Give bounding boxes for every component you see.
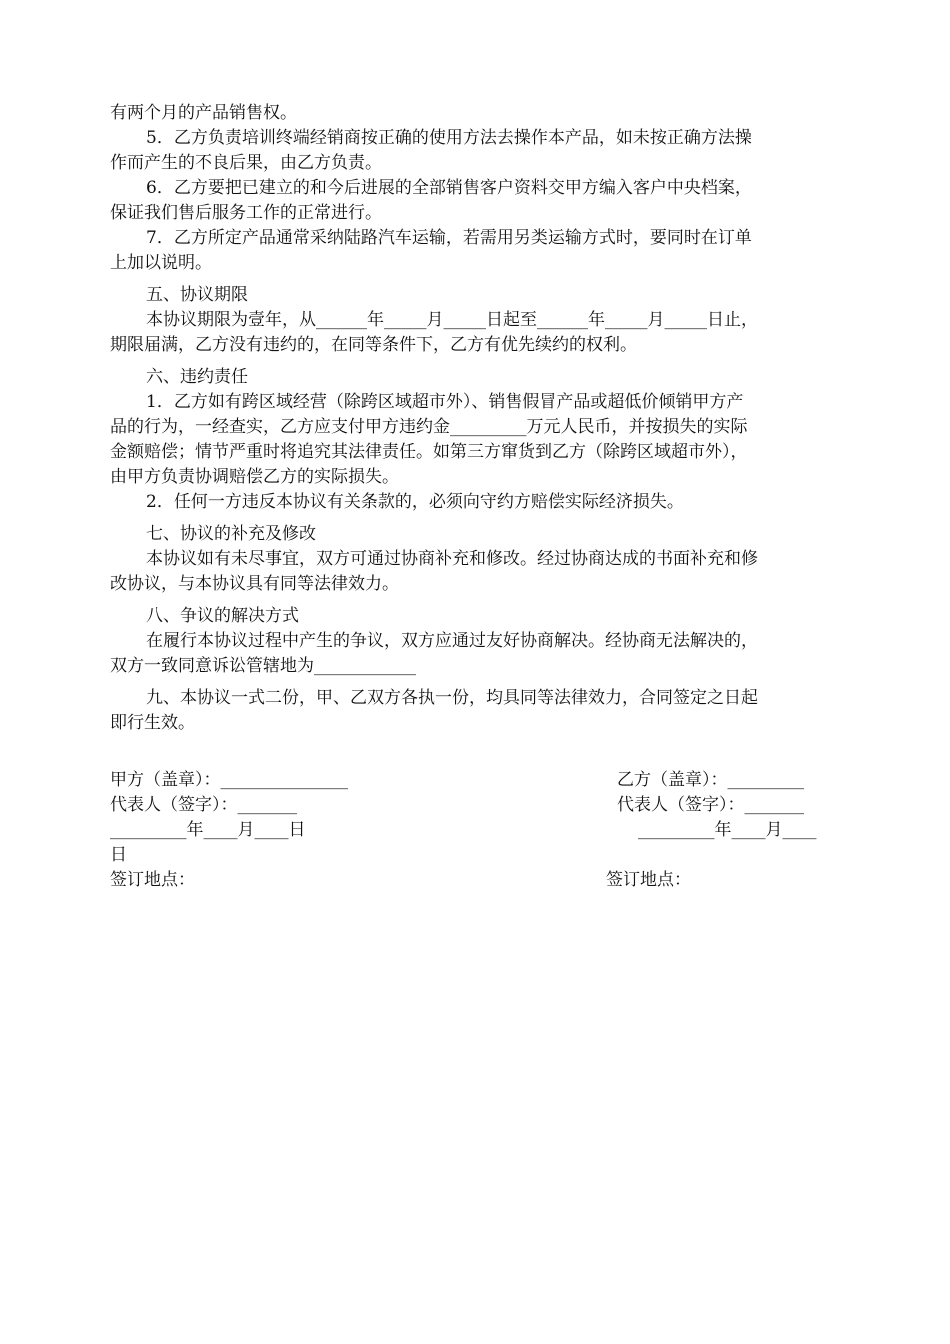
- section-heading-term: 五、协议期限: [146, 285, 248, 305]
- party-b-date: _________年____月____: [638, 820, 817, 840]
- section-heading-liability: 六、违约责任: [146, 367, 248, 387]
- party-a-representative: 代表人（签字）：_______: [110, 795, 297, 815]
- clause-6-line-1: 6．乙方要把已建立的和今后进展的全部销售客户资料交甲方编入客户中央档案，: [146, 178, 752, 198]
- party-b-representative: 代表人（签字）：_______: [617, 795, 804, 815]
- term-line-1: 本协议期限为壹年，从______年_____月_____日起至______年_____月_____日止，: [146, 310, 758, 330]
- paragraph-line: 有两个月的产品销售权。: [110, 103, 297, 123]
- copies-line-1: 九、本协议一式二份，甲、乙双方各执一份，均具同等法律效力，合同签定之日起: [146, 688, 758, 708]
- clause-5-line-2: 作而产生的不良后果，由乙方负责。: [110, 153, 382, 173]
- dispute-line-2: 双方一致同意诉讼管辖地为____________: [110, 656, 416, 676]
- clause-6-line-2: 保证我们售后服务工作的正常进行。: [110, 203, 382, 223]
- party-b-seal: 乙方（盖章）：_________: [617, 770, 804, 790]
- party-b-date-wrap: 日: [110, 845, 127, 865]
- clause-7-line-2: 上加以说明。: [110, 253, 212, 273]
- party-b-signing-place: 签订地点：: [606, 870, 691, 890]
- dispute-line-1: 在履行本协议过程中产生的争议，双方应通过友好协商解决。经协商无法解决的，: [146, 631, 758, 651]
- amendment-line-1: 本协议如有未尽事宜，双方可通过协商补充和修改。经过协商达成的书面补充和修: [146, 549, 758, 569]
- section-heading-amendment: 七、协议的补充及修改: [146, 524, 316, 544]
- liability-1-line-1: 1．乙方如有跨区域经营（除跨区域超市外）、销售假冒产品或超低价倾销甲方产: [146, 392, 744, 412]
- section-heading-dispute: 八、争议的解决方式: [146, 606, 299, 626]
- term-line-2: 期限届满，乙方没有违约的，在同等条件下，乙方有优先续约的权利。: [110, 335, 637, 355]
- party-a-seal: 甲方（盖章）：_______________: [110, 770, 348, 790]
- liability-1-line-4: 由甲方负责协调赔偿乙方的实际损失。: [110, 467, 399, 487]
- copies-line-2: 即行生效。: [110, 713, 195, 733]
- party-a-signing-place: 签订地点：: [110, 870, 195, 890]
- clause-5-line-1: 5．乙方负责培训终端经销商按正确的使用方法去操作本产品，如未按正确方法操: [146, 128, 752, 148]
- liability-1-line-3: 金额赔偿；情节严重时将追究其法律责任。如第三方窜货到乙方（除跨区域超市外），: [110, 442, 748, 462]
- amendment-line-2: 改协议，与本协议具有同等法律效力。: [110, 574, 399, 594]
- clause-7-line-1: 7．乙方所定产品通常采纳陆路汽车运输，若需用另类运输方式时，要同时在订单: [146, 228, 752, 248]
- liability-2-line-1: 2．任何一方违反本协议有关条款的，必须向守约方赔偿实际经济损失。: [146, 492, 684, 512]
- party-a-date: _________年____月____日: [110, 820, 306, 840]
- liability-1-line-2: 品的行为，一经查实，乙方应支付甲方违约金_________万元人民币，并按损失的实际: [110, 417, 748, 437]
